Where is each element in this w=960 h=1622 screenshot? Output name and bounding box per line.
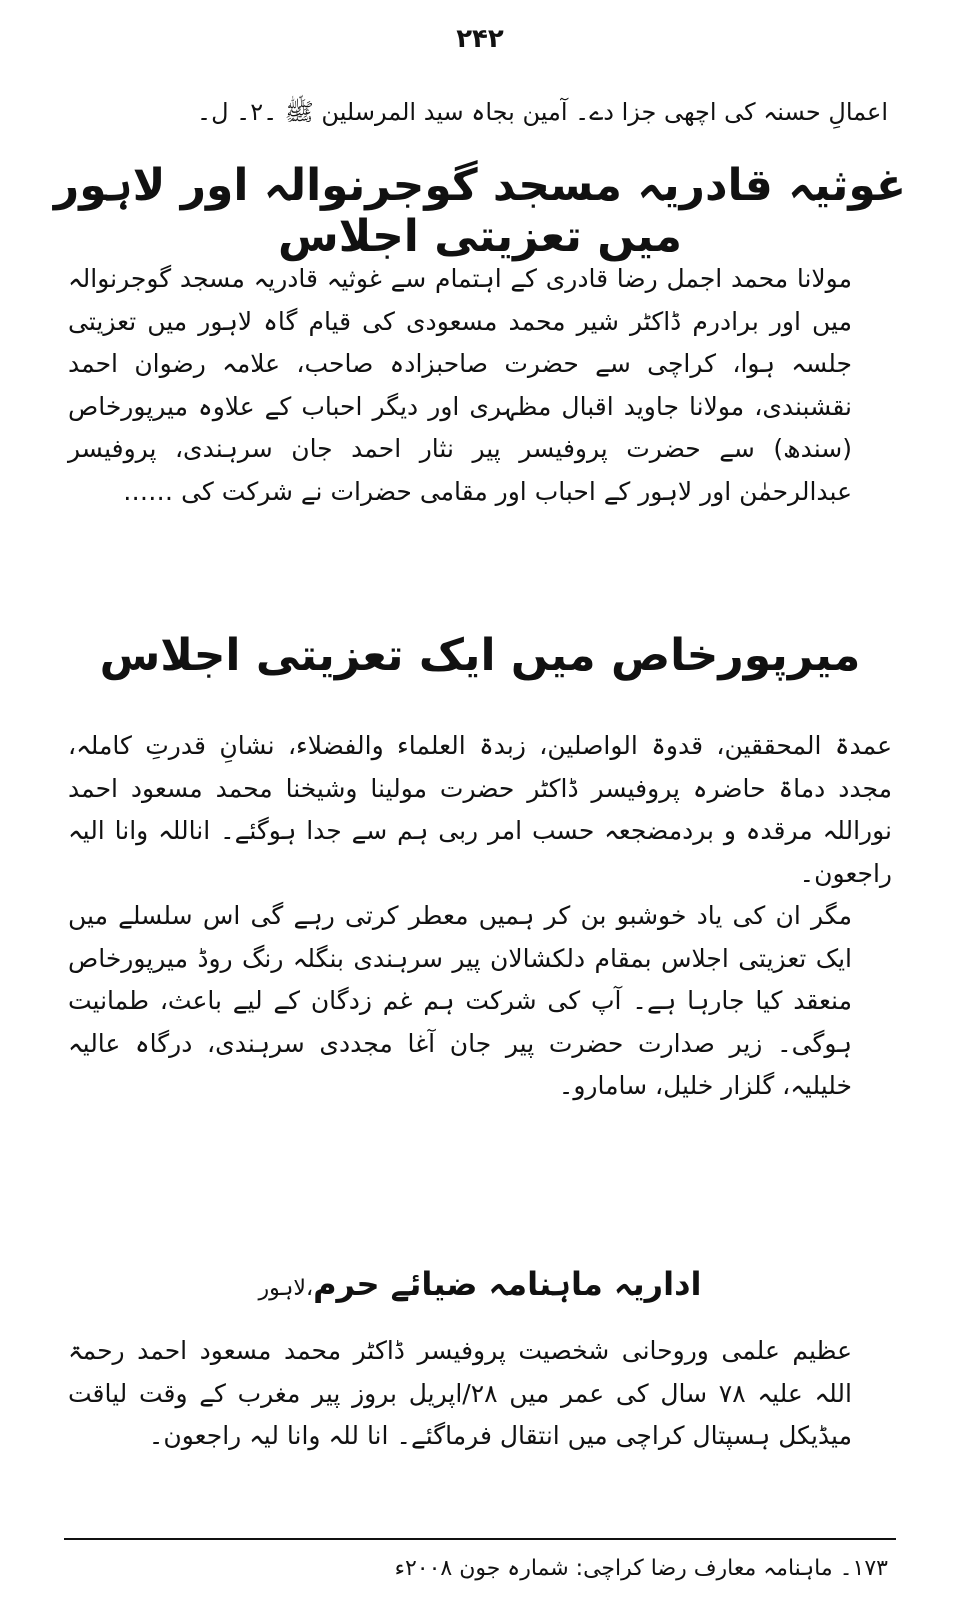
page-footer: ۱۷۳۔ ماہنامہ معارف رضا کراچی: شمارہ جون ۲۰۰۸ء	[394, 1556, 888, 1581]
section3-heading-title: اداریہ ماہنامہ ضیائے حرم	[313, 1265, 702, 1303]
section3-heading	[50, 1265, 910, 1303]
section2-paragraph-2: مگر ان کی یاد خوشبو بن کر ہمیں معطر کرتی رہے گی اس سلسلے میں ایک تعزیتی اجلاس بمقام دلکشالان پیر سرہندی بنگلہ رنگ روڈ میرپورخاص منعقد کیا جارہا ہے۔ آپ کی شرکت ہم غم زدگان کے لیے باعث، طمانیت ہوگی۔ زیر صدارت حضرت پیر جان آغا مجددی سرہندی، درگاہ عالیہ خلیلیہ، گلزار خلیل، سامارو۔	[68, 901, 852, 1100]
section1-body: مولانا محمد اجمل رضا قادری کے اہتمام سے غوثیہ قادریہ مسجد گوجرنوالہ میں اور برادرم ڈاکٹر شیر محمد مسعودی کی قیام گاہ لاہور میں تعزیتی جلسہ ہوا، کراچی سے حضرت صاحبزادہ صاحب، علامہ رضوان احمد نقشبندی، مولانا جاوید اقبال مظہری اور دیگر احباب کے علاوہ میرپورخاص (سندھ) سے حضرت پروفیسر پیر نثار احمد جان سرہندی، پروفیسر عبدالرحمٰن اور لاہور کے احباب اور مقامی حضرات نے شرکت کی ……	[68, 264, 852, 506]
section2-heading: میرپورخاص میں ایک تعزیتی اجلاس	[99, 630, 861, 681]
page-number: ۲۴۲	[456, 24, 504, 54]
section1-heading: غوثیہ قادریہ مسجد گوجرنوالہ اور لاہور میں تعزیتی اجلاس	[53, 160, 907, 262]
section2-paragraph-1: عمدۃ المحققین، قدوۃ الواصلین، زبدۃ العلماء والفضلاء، نشانِ قدرتِ کاملہ، مجدد دماۃ حاضرہ پروفیسر ڈاکٹر حضرت مولینا وشیخنا محمد مسعود احمد نوراللہ مرقدہ و بردمضجعہ حسب امر ربی ہم سے جدا ہوگئے۔ اناللہ وانا الیہ راجعون۔	[68, 731, 892, 888]
section2-body	[68, 725, 892, 1108]
section3-heading-suffix: ،لاہور	[258, 1276, 314, 1301]
footer-divider	[64, 1538, 896, 1540]
section3-body: عظیم علمی وروحانی شخصیت پروفیسر ڈاکٹر محمد مسعود احمد رحمۃ اللہ علیہ ۷۸ سال کی عمر میں ۲۸/اپریل بروز پیر مغرب کے وقت لیاقت میڈیکل ہسپتال کراچی میں انتقال فرماگئے۔ انا للہ وانا لیہ راجعون۔	[68, 1336, 852, 1450]
closing-line: اعمالِ حسنہ کی اچھی جزا دے۔ آمین بجاہ سید المرسلین ﷺ ۔۲۔ ل۔	[197, 98, 888, 126]
